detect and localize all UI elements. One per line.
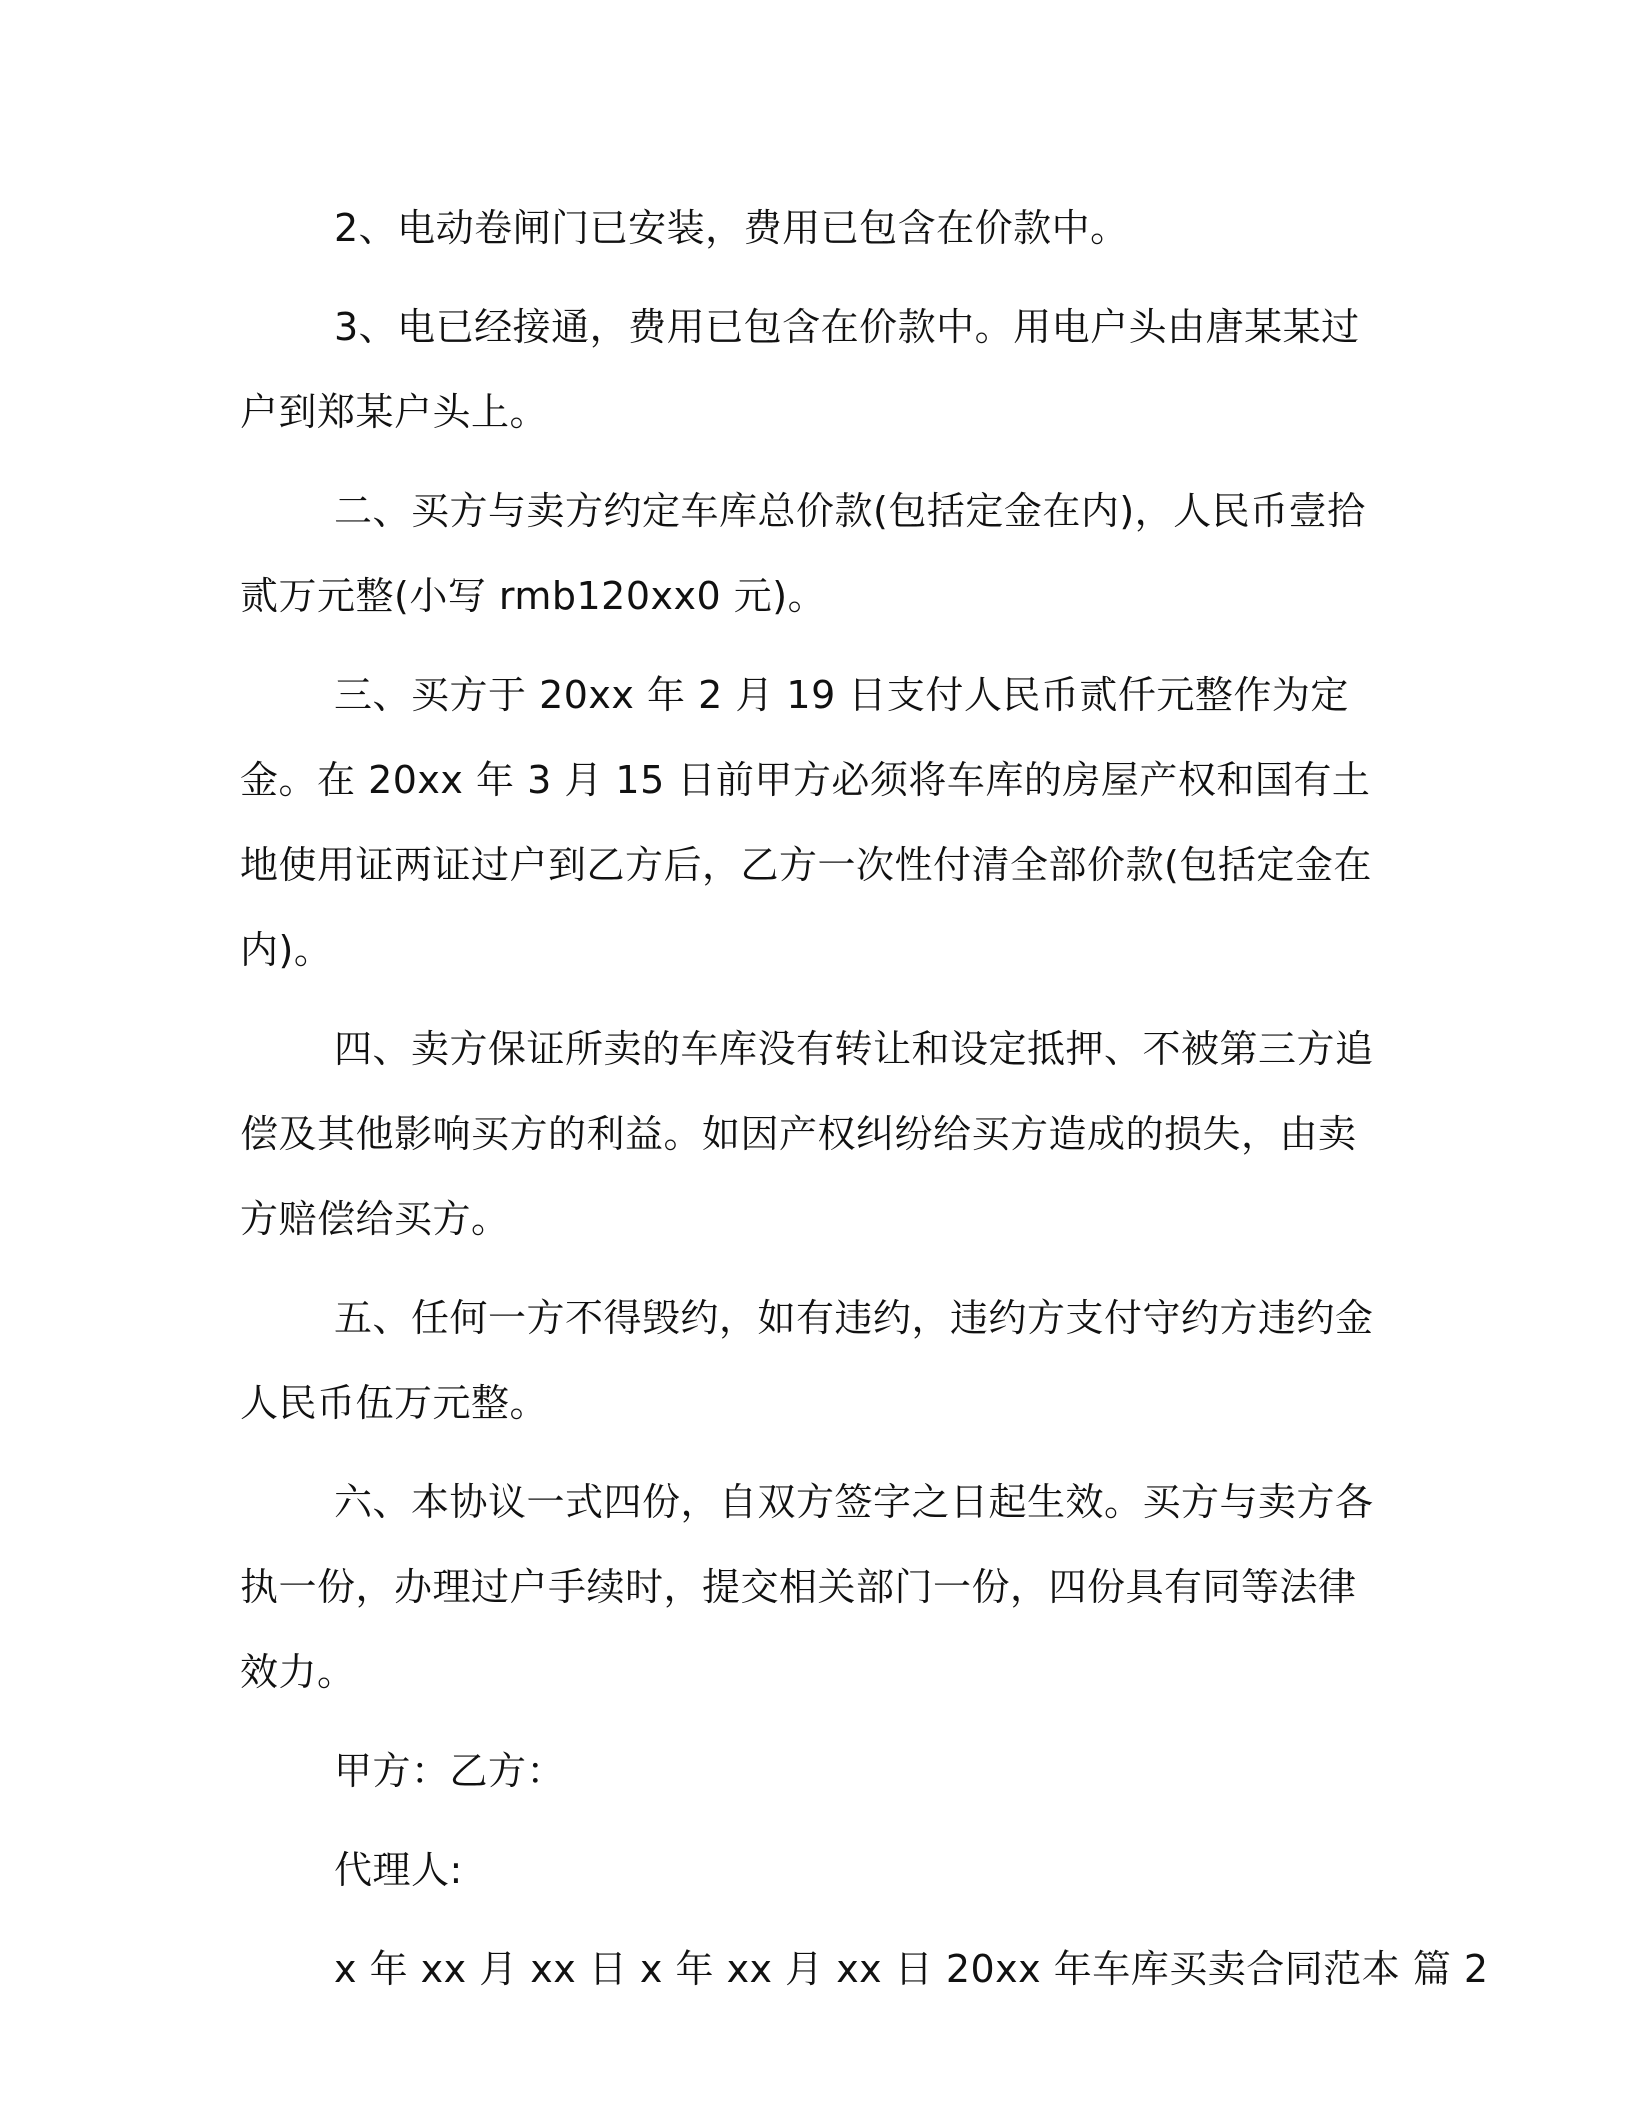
clause-2: 2、电动卷闸门已安装，费用已包含在价款中。 bbox=[334, 206, 1129, 250]
clause-breach: 五、任何一方不得毁约，如有违约，违约方支付守约方违约金人民币伍万元整。 bbox=[240, 1296, 1374, 1425]
clause-payment: 三、买方于 20xx 年 2 月 19 日支付人民币贰仟元整作为定金。在 20xx 年 3 月 15 日前甲方必须将车库的房屋产权和国有土地使用证两证过户到乙方后，乙方一次性付清全部价款(包括定金在内)。 bbox=[240, 673, 1372, 972]
clause-3: 3、电已经接通，费用已包含在价款中。用电户头由唐某某过户到郑某户头上。 bbox=[240, 305, 1360, 434]
clause-seller-guarantee: 四、卖方保证所卖的车库没有转让和设定抵押、不被第三方追偿及其他影响买方的利益。如因产权纠纷给买方造成的损失，由卖方赔偿给买方。 bbox=[240, 1027, 1374, 1241]
signature-parties: 甲方：乙方： bbox=[334, 1749, 566, 1793]
document-body bbox=[240, 186, 1489, 2012]
signature-agent: 代理人: bbox=[334, 1848, 463, 1892]
signature-dates: x 年 xx 月 xx 日 x 年 xx 月 xx 日 20xx 年车库买卖合同范本 篇 2 bbox=[334, 1947, 1489, 1991]
clause-copies: 六、本协议一式四份，自双方签字之日起生效。买方与卖方各执一份，办理过户手续时，提交相关部门一份，四份具有同等法律效力。 bbox=[240, 1480, 1374, 1694]
clause-total-price: 二、买方与卖方约定车库总价款(包括定金在内)，人民币壹拾贰万元整(小写 rmb120xx0 元)。 bbox=[240, 489, 1366, 618]
